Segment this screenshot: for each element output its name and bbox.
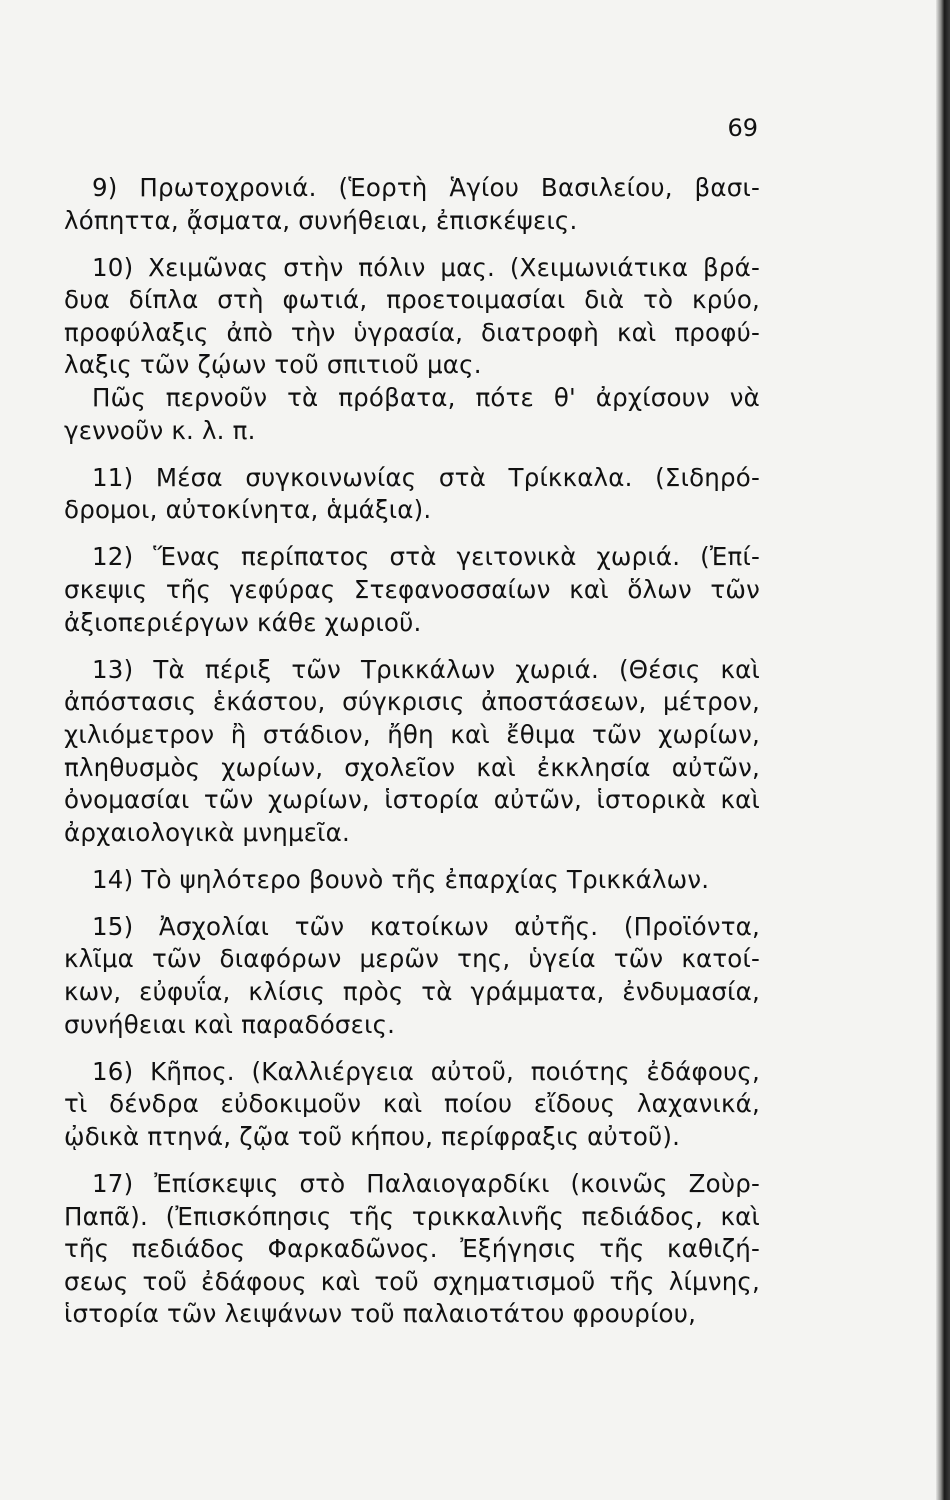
text-line: σκεψις τῆς γεφύρας Στεφανοσσαίων καὶ ὅλων τῶν (64, 575, 760, 605)
text-line: δυα δίπλα στὴ φωτιά, προετοιμασίαι διὰ τὸ κρύο, (64, 285, 760, 315)
topic-entry (64, 541, 760, 639)
text-line: λόπηττα, ᾄσματα, συνήθειαι, ἐπισκέψεις. (64, 205, 578, 235)
text-line: 10) Χειμῶνας στὴν πόλιν μας. (Χειμωνιάτικα βρά- (92, 252, 760, 282)
text-line: ᾠδικὰ πτηνά, ζῷα τοῦ κήπου, περίφραξις αὐτοῦ). (64, 1121, 681, 1151)
topic-entry (64, 252, 760, 448)
text-line: 17) Ἐπίσκεψις στὸ Παλαιογαρδίκι (κοινῶς Ζοὺρ- (92, 1169, 760, 1199)
topic-entry (64, 172, 760, 237)
topic-entry (64, 1168, 760, 1331)
text-line: δρομοι, αὐτοκίνητα, ἁμάξια). (64, 495, 432, 525)
text-line: 13) Τὰ πέριξ τῶν Τρικκάλων χωριά. (Θέσις καὶ (92, 654, 760, 684)
text-line: πληθυσμὸς χωρίων, σχολεῖον καὶ ἐκκλησία αὐτῶν, (64, 752, 760, 782)
text-line: λαξις τῶν ζῴων τοῦ σπιτιοῦ μας. (64, 350, 482, 380)
text-line: κων, εὐφυΐα, κλίσις πρὸς τὰ γράμματα, ἐνδυμασία, (64, 977, 760, 1007)
text-line: χιλιόμετρον ἢ στάδιον, ἤθη καὶ ἔθιμα τῶν χωρίων, (64, 719, 760, 749)
scan-edge (936, 0, 950, 1500)
text-line: τῆς πεδιάδος Φαρκαδῶνος. Ἐξήγησις τῆς καθιζή- (64, 1234, 760, 1264)
text-line: γεννοῦν κ. λ. π. (64, 415, 256, 445)
text-line: 15) Ἀσχολίαι τῶν κατοίκων αὐτῆς. (Προϊόντα, (92, 911, 760, 941)
text-line: Παπᾶ). (Ἐπισκόπησις τῆς τρικκαλινῆς πεδιάδος, καὶ (64, 1201, 760, 1231)
text-line: κλῖμα τῶν διαφόρων μερῶν της, ὑγεία τῶν κατοί- (64, 944, 760, 974)
text-line: 14) Τὸ ψηλότερο βουνὸ τῆς ἐπαρχίας Τρικκάλων. (92, 864, 710, 894)
topic-entry (64, 462, 760, 527)
text-line: ἀρχαιολογικὰ μνημεῖα. (64, 817, 350, 847)
topic-entry (64, 911, 760, 1041)
text-line: 16) Κῆπος. (Καλλιέργεια αὐτοῦ, ποιότης ἐδάφους, (92, 1056, 760, 1086)
text-line: ἀπόστασις ἑκάστου, σύγκρισις ἀποστάσεων, μέτρον, (64, 687, 760, 717)
text-line: συνήθειαι καὶ παραδόσεις. (64, 1009, 396, 1039)
text-line: 11) Μέσα συγκοινωνίας στὰ Τρίκκαλα. (Σιδηρό- (92, 462, 760, 492)
text-line: ἱστορία τῶν λειψάνων τοῦ παλαιοτάτου φρουρίου, (64, 1299, 697, 1329)
text-line: σεως τοῦ ἐδάφους καὶ τοῦ σχηματισμοῦ τῆς λίμνης, (64, 1266, 760, 1296)
text-line: 9) Πρωτοχρονιά. (Ἑορτὴ Ἁγίου Βασιλείου, βασι- (92, 173, 760, 202)
text-line: ὀνομασίαι τῶν χωρίων, ἱστορία αὐτῶν, ἱστορικὰ καὶ (64, 785, 760, 815)
text-line: τὶ δένδρα εὐδοκιμοῦν καὶ ποίου εἴδους λαχανικά, (64, 1089, 760, 1119)
page-number: 69 (727, 114, 758, 142)
topic-entry (64, 1056, 760, 1154)
text-line: Πῶς περνοῦν τὰ πρόβατα, πότε θ' ἀρχίσουν νὰ (92, 383, 760, 413)
text-line: ἀξιοπεριέργων κάθε χωριοῦ. (64, 607, 422, 637)
text-line: 12) Ἕνας περίπατος στὰ γειτονικὰ χωριά. (Ἐπί- (92, 542, 760, 572)
topic-entry (64, 654, 760, 850)
topic-entry (64, 864, 760, 897)
topic-list (64, 172, 760, 1346)
text-line: προφύλαξις ἀπὸ τὴν ὑγρασία, διατροφὴ καὶ προφύ- (64, 317, 760, 347)
